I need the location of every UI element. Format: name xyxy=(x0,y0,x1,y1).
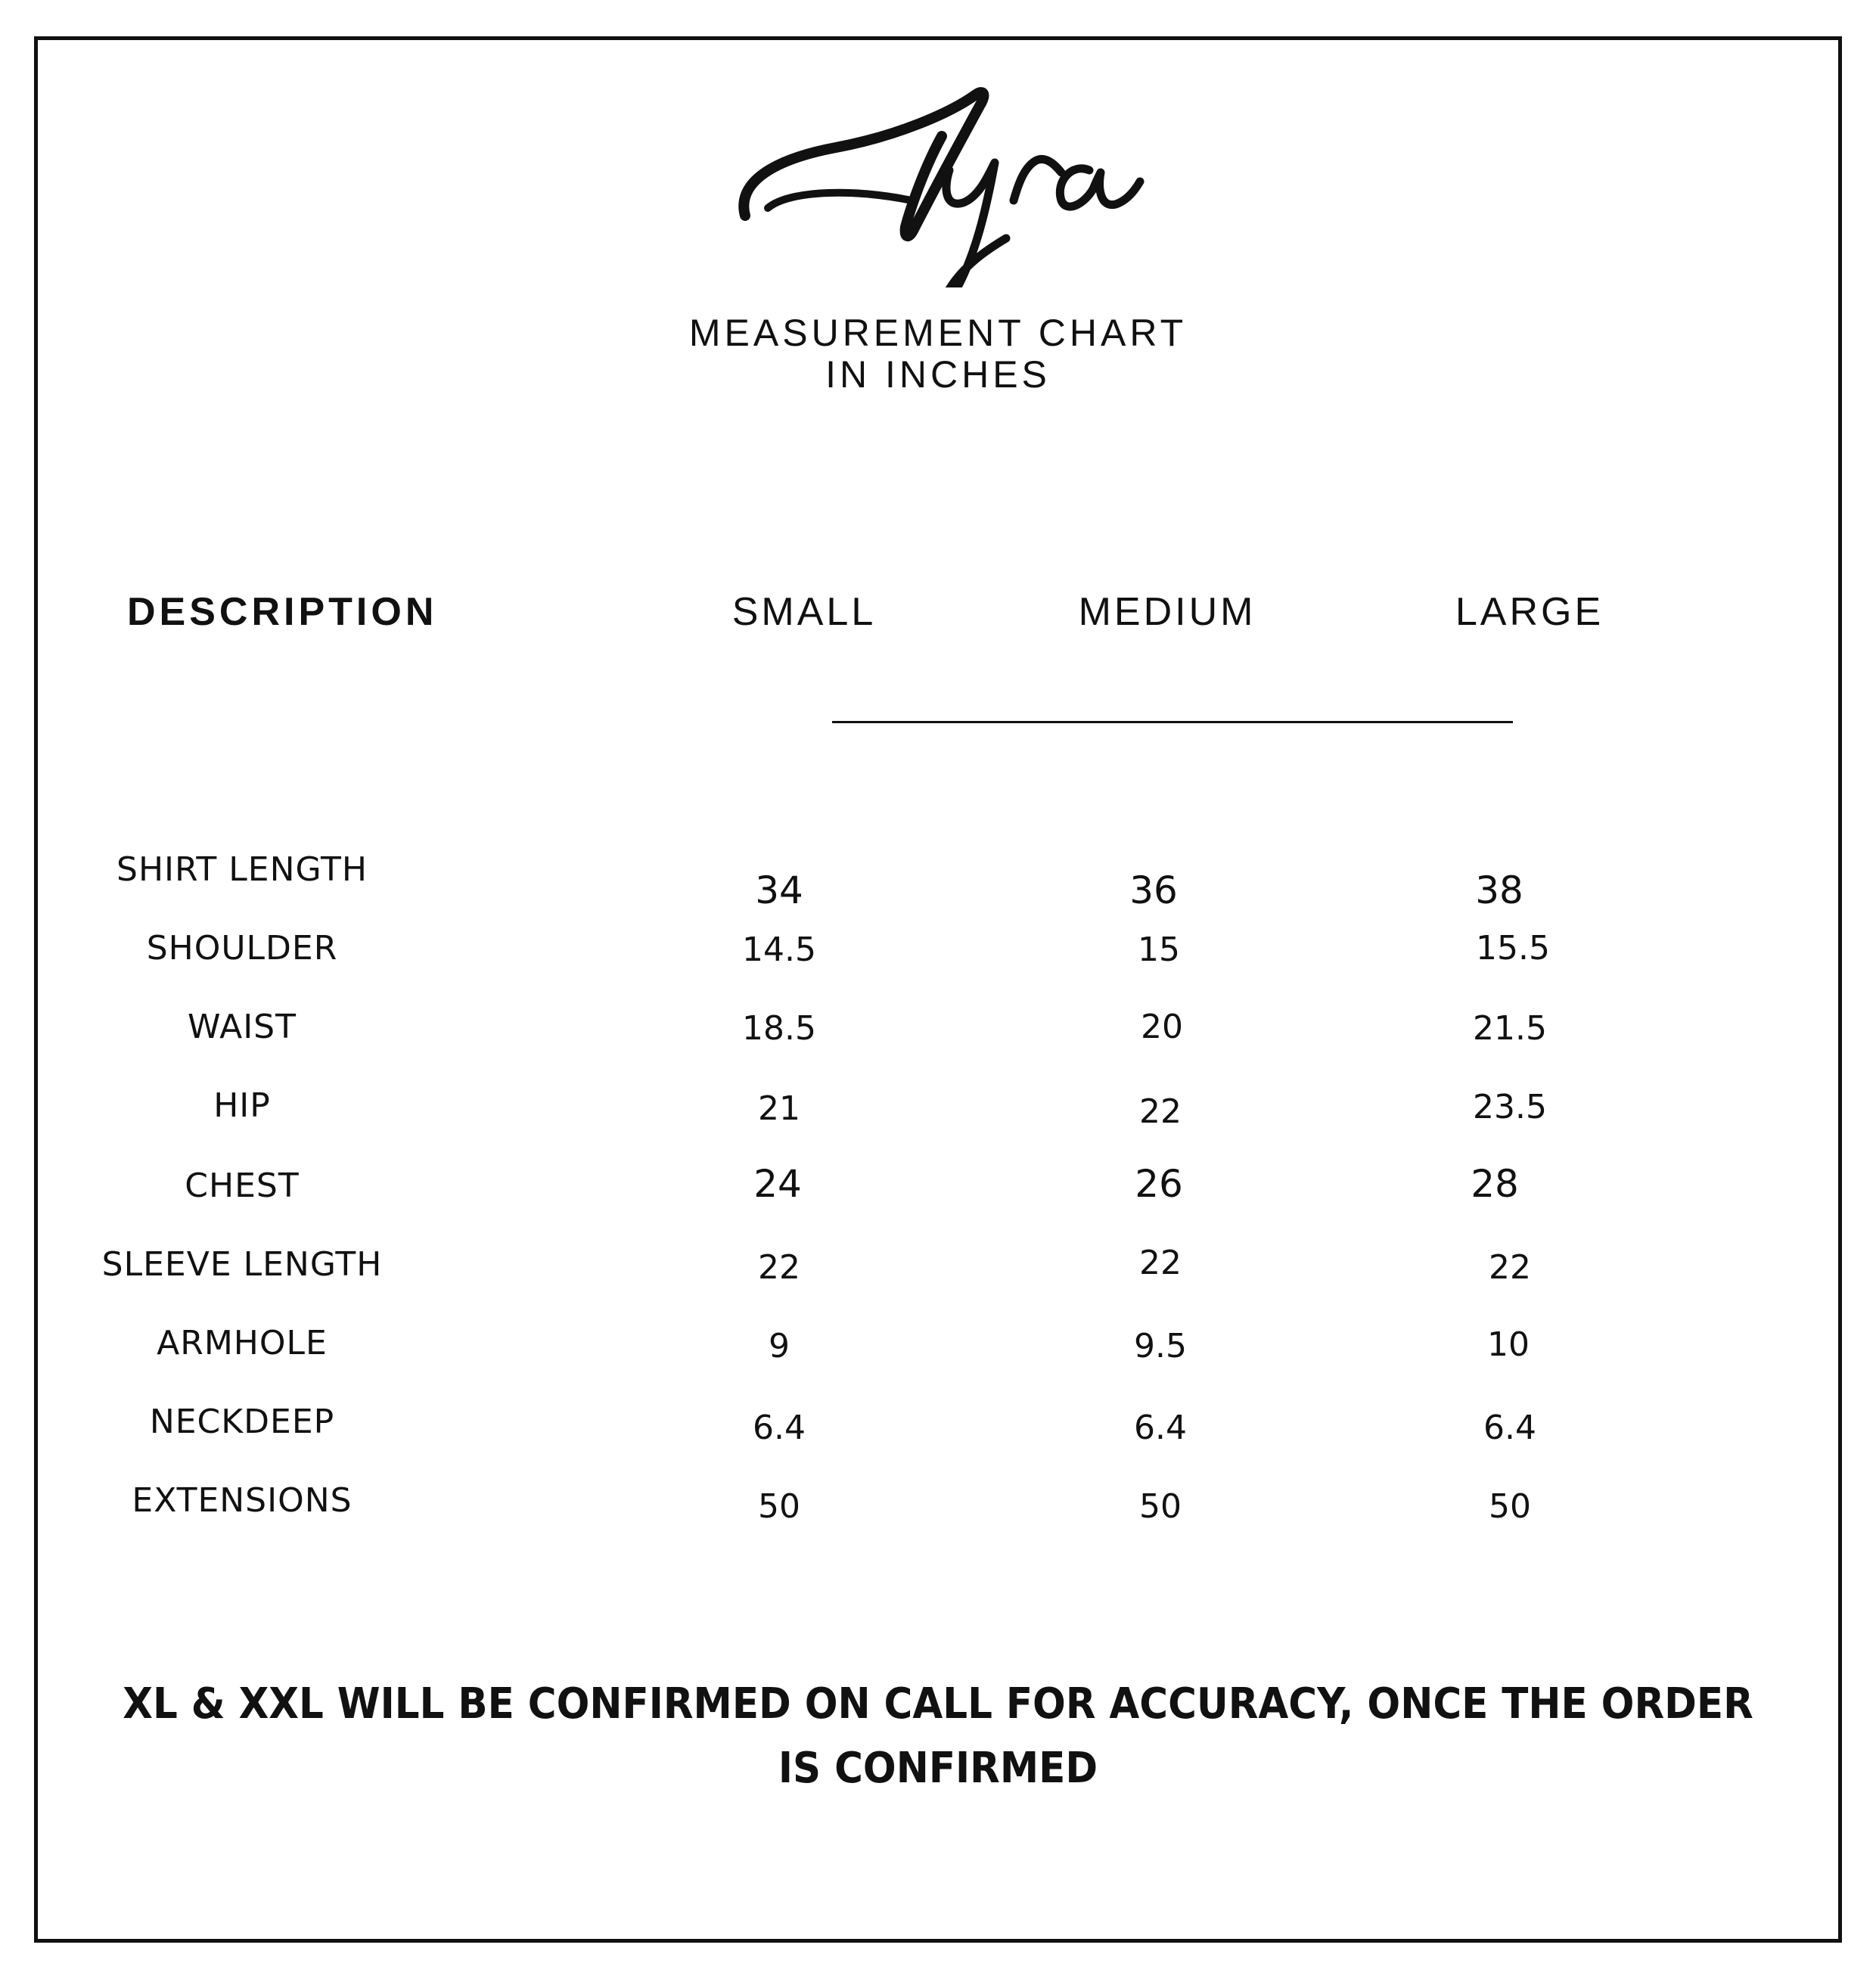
cell-extensions-large: 50 xyxy=(1489,1487,1531,1526)
cell-chest-large: 28 xyxy=(1471,1162,1519,1206)
cell-chest-small: 24 xyxy=(753,1162,802,1206)
cell-waist-small: 18.5 xyxy=(742,1009,816,1048)
cell-hip-medium: 22 xyxy=(1139,1092,1182,1131)
cell-armhole-large: 10 xyxy=(1487,1325,1530,1364)
brand-logo xyxy=(722,76,1161,287)
cell-sleeve-length-small: 22 xyxy=(758,1248,800,1287)
cell-armhole-small: 9 xyxy=(769,1327,790,1365)
col-header-medium: MEDIUM xyxy=(1078,590,1256,634)
cell-waist-medium: 20 xyxy=(1141,1008,1183,1046)
row-label-extensions: EXTENSIONS xyxy=(132,1481,353,1520)
cell-chest-medium: 26 xyxy=(1135,1162,1183,1206)
cell-waist-large: 21.5 xyxy=(1473,1009,1547,1048)
cell-extensions-medium: 50 xyxy=(1139,1487,1182,1526)
cell-hip-large: 23.5 xyxy=(1473,1088,1547,1126)
col-header-small: SMALL xyxy=(731,590,877,634)
cell-sleeve-length-large: 22 xyxy=(1489,1248,1531,1287)
cell-shoulder-medium: 15 xyxy=(1138,930,1180,969)
header-divider xyxy=(832,721,1513,723)
row-label-shirt-length: SHIRT LENGTH xyxy=(116,850,368,889)
ayra-script-logo xyxy=(722,76,1161,287)
cell-sleeve-length-medium: 22 xyxy=(1139,1244,1182,1282)
row-label-armhole: ARMHOLE xyxy=(157,1324,328,1362)
cell-hip-small: 21 xyxy=(758,1089,800,1128)
cell-shirt-length-small: 34 xyxy=(755,868,803,912)
cell-neckdeep-small: 6.4 xyxy=(753,1409,806,1447)
cell-shirt-length-medium: 36 xyxy=(1129,868,1178,912)
cell-armhole-medium: 9.5 xyxy=(1134,1327,1187,1365)
cell-neckdeep-large: 6.4 xyxy=(1483,1409,1536,1447)
row-label-shoulder: SHOULDER xyxy=(146,929,338,968)
cell-neckdeep-medium: 6.4 xyxy=(1134,1409,1187,1447)
col-header-large: LARGE xyxy=(1455,590,1604,634)
col-header-description: DESCRIPTION xyxy=(127,590,438,634)
row-label-waist: WAIST xyxy=(188,1008,297,1046)
row-label-sleeve-length: SLEEVE LENGTH xyxy=(101,1245,383,1284)
cell-shirt-length-large: 38 xyxy=(1475,868,1523,912)
cell-extensions-small: 50 xyxy=(758,1487,800,1526)
sizing-note-line2: IS CONFIRMED xyxy=(778,1744,1098,1793)
cell-shoulder-large: 15.5 xyxy=(1476,929,1550,968)
chart-title: MEASUREMENT CHART xyxy=(688,312,1188,354)
chart-unit: IN INCHES xyxy=(825,353,1051,396)
cell-shoulder-small: 14.5 xyxy=(742,930,816,969)
sizing-note-line1: XL & XXL WILL BE CONFIRMED ON CALL FOR ACCURACY, ONCE THE ORDER xyxy=(123,1679,1753,1729)
row-label-chest: CHEST xyxy=(185,1167,300,1205)
row-label-hip: HIP xyxy=(213,1086,271,1125)
row-label-neckdeep: NECKDEEP xyxy=(149,1403,335,1441)
